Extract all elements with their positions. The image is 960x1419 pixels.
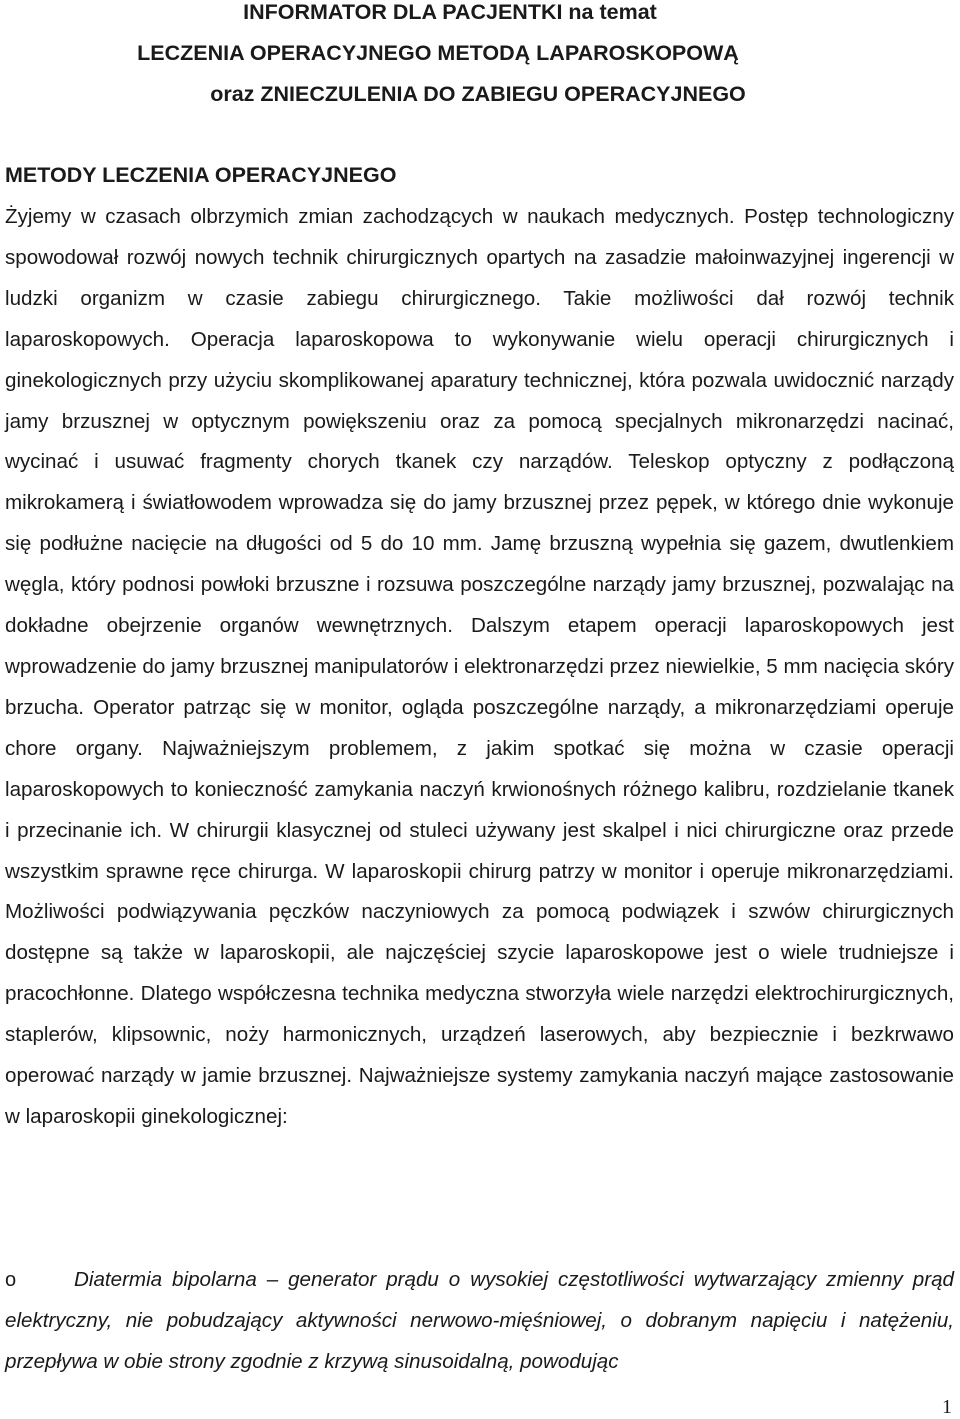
page-number: 1 (942, 1396, 952, 1418)
section-heading: METODY LECZENIA OPERACYJNEGO (5, 163, 397, 187)
title-line-1: INFORMATOR DLA PACJENTKI na temat (243, 0, 657, 24)
title-line-2: LECZENIA OPERACYJNEGO METODĄ LAPAROSKOPOWĄ (137, 41, 739, 65)
bullet-item (5, 1260, 954, 1383)
body-paragraph: Żyjemy w czasach olbrzymich zmian zachodzących w naukach medycznych. Postęp technologiczny spowodował rozwój nowych technik chirurgicznych opartych na zasadzie małoinwazyjnej ingerencji w ludzki organizm w czasie zabiegu chirurgicznego. Takie możliwości dał rozwój technik laparoskopowych. Operacja laparoskopowa to wykonywanie wielu operacji chirurgicznych i ginekologicznych przy użyciu skomplikowanej aparatury technicznej, która pozwala uwidocznić narządy jamy brzusznej w optycznym powiększeniu oraz za pomocą specjalnych mikronarzędzi nacinać, wycinać i usuwać fragmenty chorych tkanek czy narządów. Teleskop optyczny z podłączoną mikrokamerą i światłowodem wprowadza się do jamy brzusznej przez pępek, w którego dnie wykonuje się podłużne nacięcie na długości od 5 do 10 mm. Jamę brzuszną wypełnia się gazem, dwutlenkiem węgla, który podnosi powłoki brzuszne i rozsuwa poszczególne narządy jamy brzusznej, pozwalając na dokładne obejrzenie organów wewnętrznych. Dalszym etapem operacji laparoskopowych jest wprowadzenie do jamy brzusznej manipulatorów i elektronarzędzi przez niewielkie, 5 mm nacięcia skóry brzucha. Operator patrząc się w monitor, ogląda poszczególne narządy, a mikronarzędziami operuje chore organy. Najważniejszym problemem, z jakim spotkać się można w czasie operacji laparoskopowych to konieczność zamykania naczyń krwionośnych różnego kalibru, rozdzielanie tkanek i przecinanie ich. W chirurgii klasycznej od stuleci używany jest skalpel i nici chirurgiczne oraz przede wszystkim sprawne ręce chirurga. W laparoskopii chirurg patrzy w monitor i operuje mikronarzędziami. Możliwości podwiązywania pęczków naczyniowych za pomocą podwiązek i szwów chirurgicznych dostępne są także w laparoskopii, ale najczęściej szycie laparoskopowe jest o wiele trudniejsze i pracochłonne. Dlatego współczesna technika medyczna stworzyła wiele narzędzi elektrochirurgicznych, staplerów, klipsownic, noży harmonicznych, urządzeń laserowych, aby bezpiecznie i bezkrwawo operować narządy w jamie brzusznej. Najważniejsze systemy zamykania naczyń mające zastosowanie w laparoskopii ginekologicznej: (5, 205, 954, 1128)
title-line-3: oraz ZNIECZULENIA DO ZABIEGU OPERACYJNEGO (210, 82, 746, 106)
bullet-marker: o (5, 1269, 17, 1291)
bullet-text: Diatermia bipolarna – generator prądu o wysokiej częstotliwości wytwarzający zmienny prąd elektryczny, nie pobudzający aktywności nerwowo-mięśniowej, o dobranym napięciu i natężeniu, przepływa w obie strony zgodnie z krzywą sinusoidalną, powodując (5, 1268, 954, 1373)
